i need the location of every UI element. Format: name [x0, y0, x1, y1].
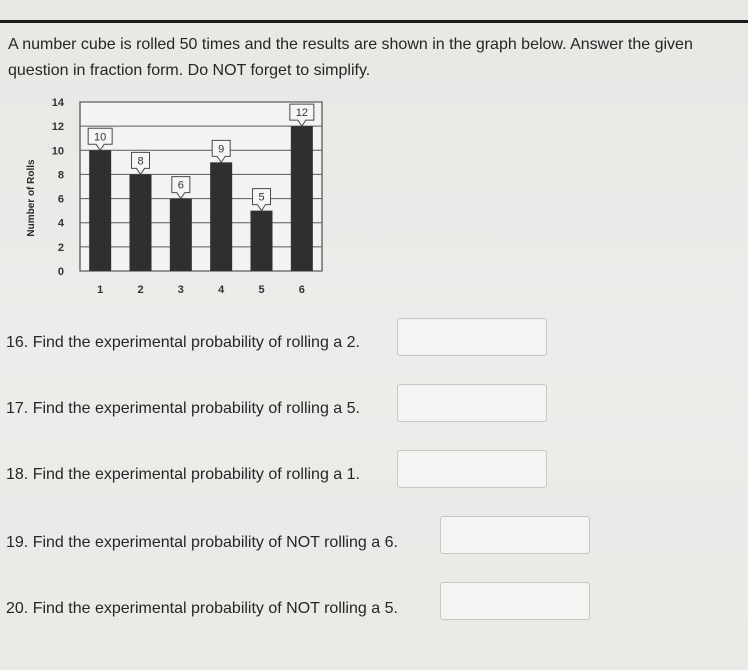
y-tick-label: 14: [51, 97, 64, 109]
y-tick-label: 4: [57, 217, 64, 230]
bar: [291, 126, 313, 271]
answer-box-17[interactable]: [397, 384, 547, 422]
y-tick-label: 12: [51, 121, 64, 134]
answer-box-16[interactable]: [397, 318, 547, 356]
answer-box-19[interactable]: [440, 516, 590, 554]
y-tick-label: 2: [57, 241, 64, 254]
x-tick-label: 3: [177, 284, 184, 296]
bar: [89, 150, 111, 271]
x-tick-label: 4: [218, 284, 225, 296]
data-label: 6: [177, 179, 184, 192]
bar-chart: [22, 88, 342, 303]
data-label: 10: [94, 131, 107, 144]
x-tick-label: 1: [97, 284, 104, 296]
top-rule: [0, 20, 748, 23]
data-label: 12: [295, 107, 308, 120]
question-18: 18. Find the experimental probability of rolling a 1.: [6, 466, 360, 483]
y-tick-label: 0: [57, 266, 64, 278]
bar: [130, 174, 152, 271]
answer-box-20[interactable]: [440, 582, 590, 620]
y-tick-label: 10: [51, 145, 64, 158]
instructions: A number cube is rolled 50 times and the results are shown in the graph below. Answer the given question in fraction form. Do NOT forget to simplify.: [8, 36, 693, 79]
question-20: 20. Find the experimental probability of NOT rolling a 5.: [6, 600, 398, 617]
x-tick-label: 6: [298, 284, 305, 296]
data-label: 5: [258, 191, 265, 204]
bar: [210, 162, 232, 271]
question-16: 16. Find the experimental probability of rolling a 2.: [6, 334, 360, 351]
bar: [251, 211, 273, 271]
plot-frame: [80, 102, 322, 271]
x-tick-label: 5: [258, 284, 265, 296]
y-tick-label: 8: [57, 169, 64, 182]
answer-box-18[interactable]: [397, 450, 547, 488]
x-tick-label: 2: [137, 284, 144, 296]
question-17: 17. Find the experimental probability of rolling a 5.: [6, 400, 360, 417]
data-label: 9: [218, 143, 225, 156]
y-axis-label: Number of Rolls: [26, 159, 37, 237]
y-tick-label: 6: [57, 193, 64, 206]
question-19: 19. Find the experimental probability of NOT rolling a 6.: [6, 534, 398, 551]
data-label: 8: [137, 155, 144, 168]
bar-chart-svg: [22, 88, 342, 303]
bar: [170, 199, 192, 271]
